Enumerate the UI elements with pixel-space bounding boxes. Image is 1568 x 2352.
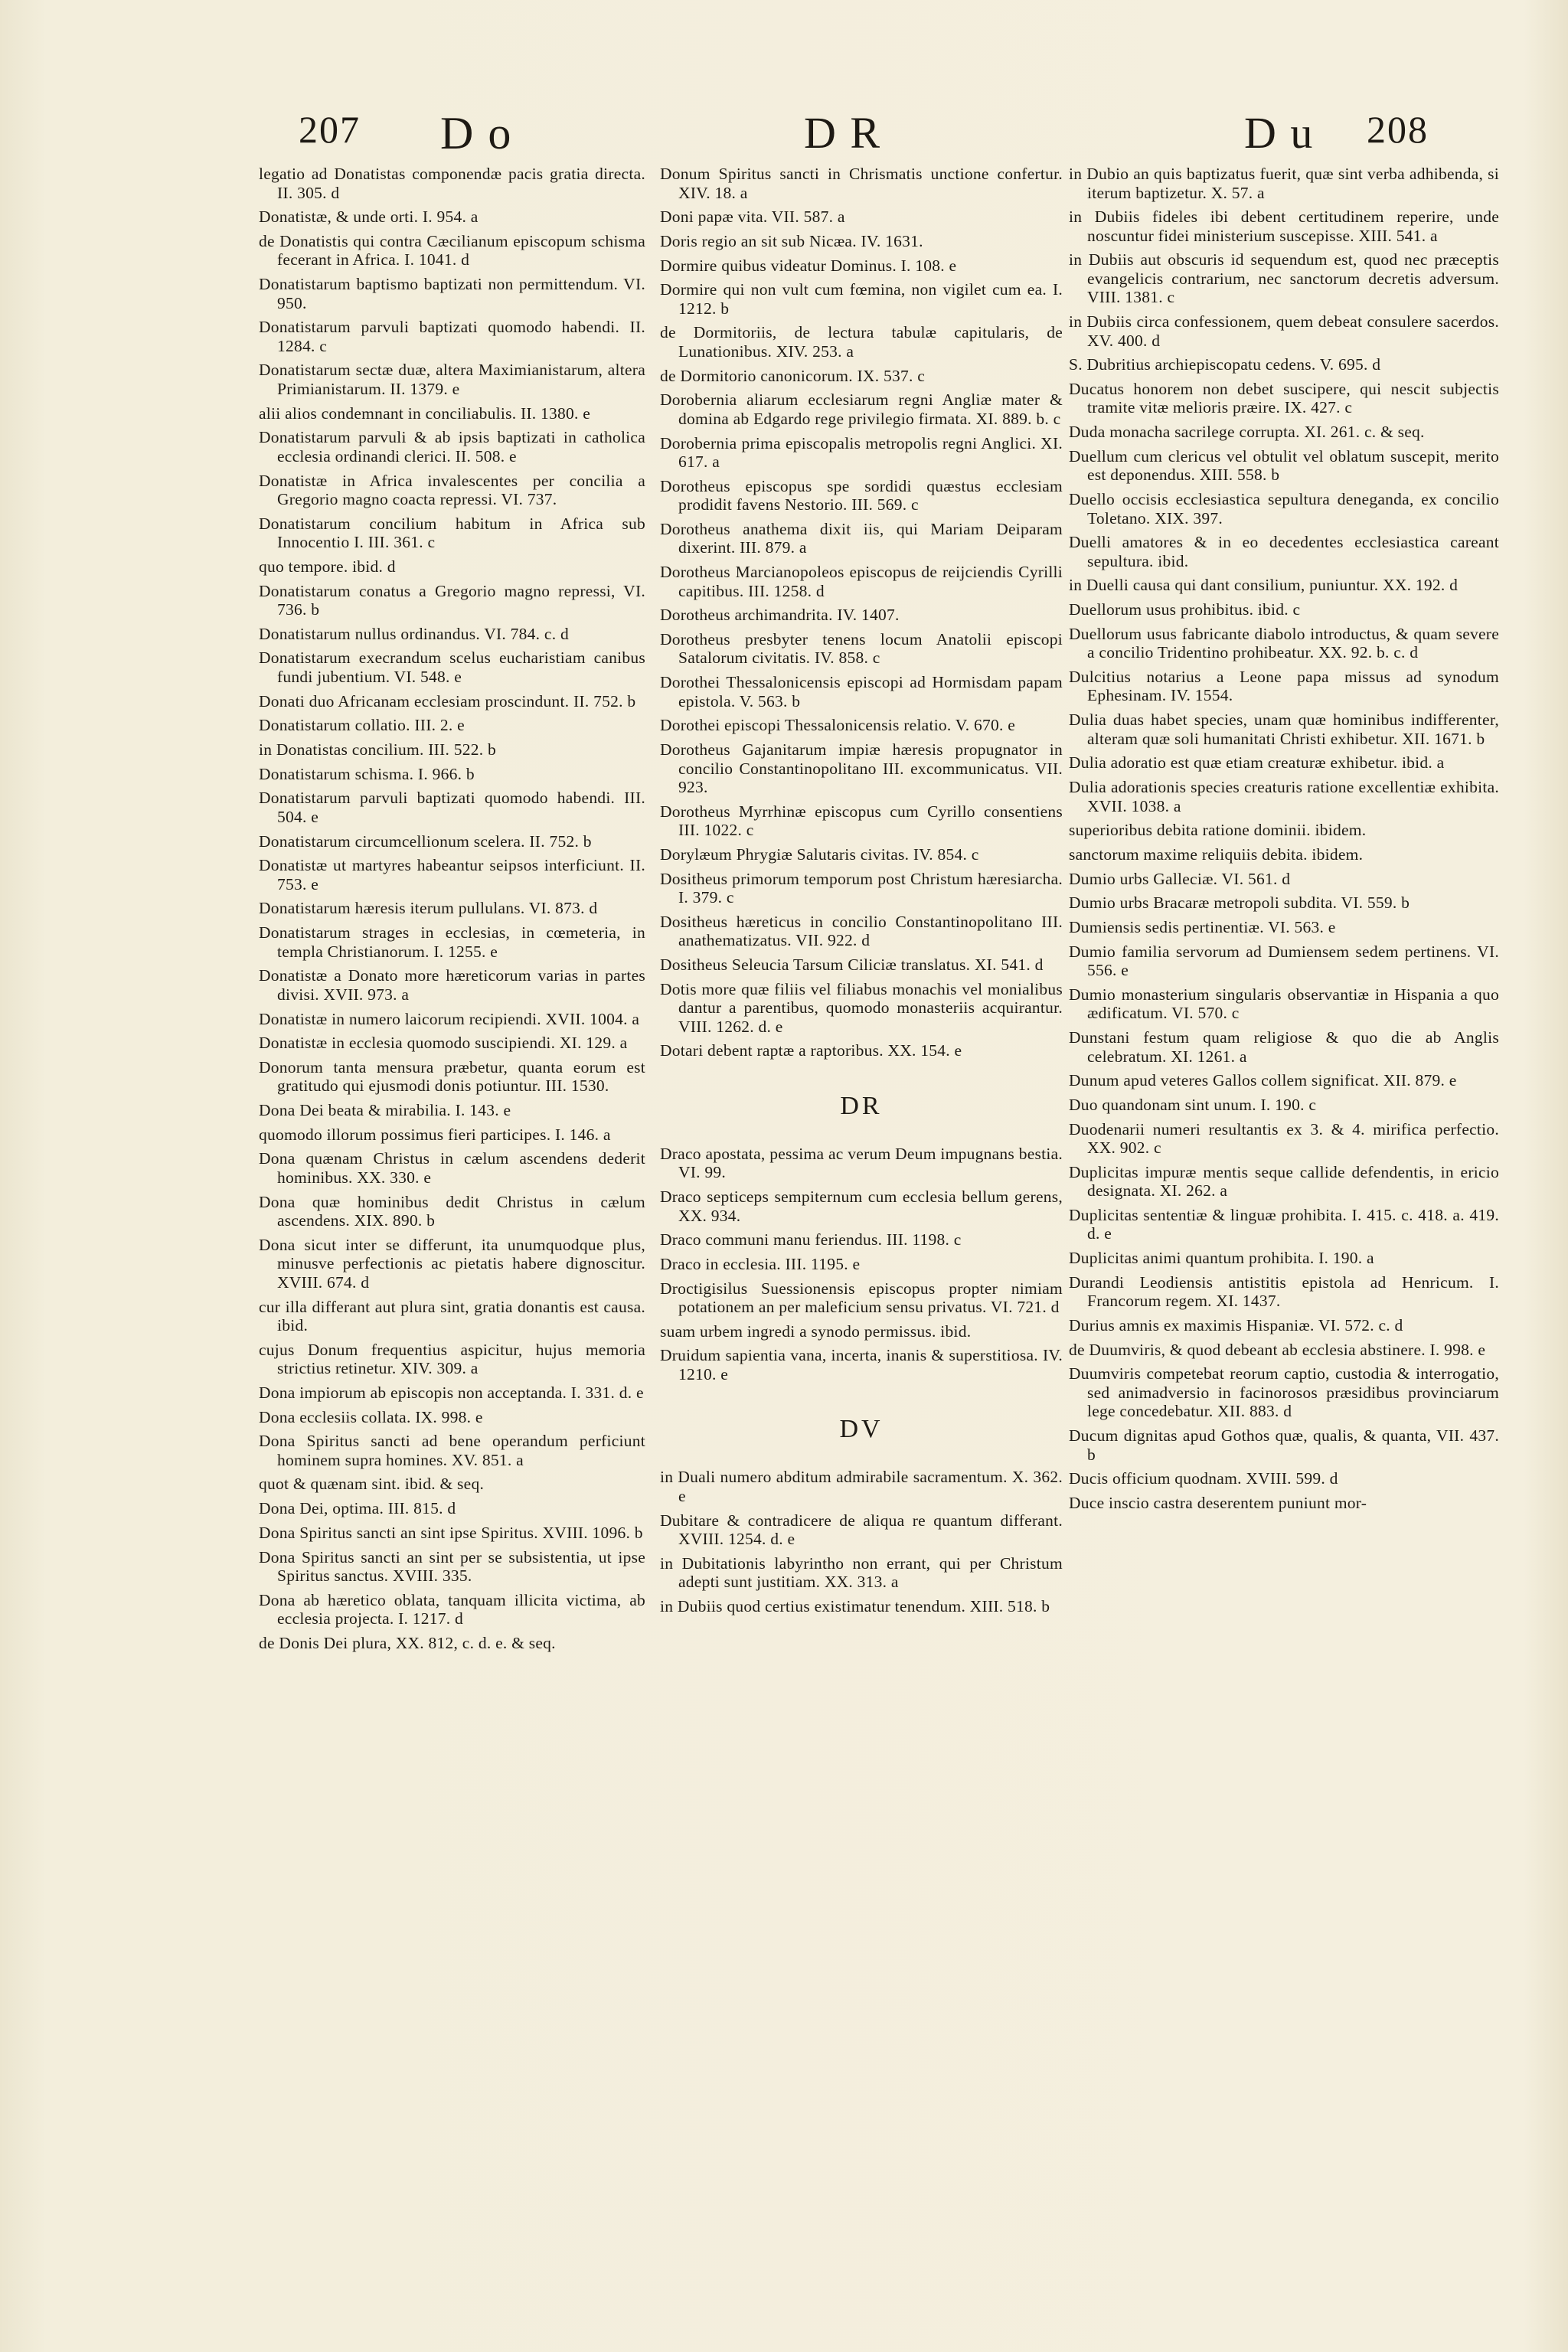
index-entry: Dona Dei, optima. III. 815. d [259, 1499, 456, 1518]
index-entry: Durandi Leodiensis antistitis epistola ad Henricum. I. Francorum regem. XI. 1437. [1069, 1272, 1499, 1311]
index-entry: Dona ecclesiis collata. IX. 998. e [259, 1407, 483, 1426]
index-entry: Dorobernia aliarum ecclesiarum regni Angliæ mater & domina ab Edgardo rege privilegio firmata. XI. 889. b. c [660, 390, 1063, 428]
index-entry: Dona ab hæretico oblata, tanquam illicita victima, ab ecclesia projecta. I. 1217. d [259, 1590, 645, 1628]
index-entry: Dunstani festum quam religiose & quo die ab Anglis celebratum. XI. 1261. a [1069, 1028, 1499, 1066]
index-entry: Dunum apud veteres Gallos collem significat. XII. 879. e [1069, 1071, 1457, 1090]
index-entry: Donatistæ in ecclesia quomodo suscipiendi. XI. 129. a [259, 1034, 628, 1053]
index-entry: Donatistæ ut martyres habeantur seipsos interficiunt. II. 753. e [259, 856, 645, 893]
index-entry: Donatistarum conatus a Gregorio magno repressi, VI. 736. b [259, 581, 645, 619]
section-heading: DR [840, 1091, 883, 1120]
index-entry: Doris regio an sit sub Nicæa. IV. 1631. [660, 231, 923, 250]
running-head-left: D o [440, 108, 513, 158]
index-entry: Dumio urbs Galleciæ. VI. 561. d [1069, 869, 1291, 888]
index-entry: Dubitare & contradicere de aliqua re quantum differant. XVIII. 1254. d. e [660, 1511, 1063, 1549]
index-entry: Druidum sapientia vana, incerta, inanis & superstitiosa. IV. 1210. e [660, 1346, 1063, 1383]
index-entry: Dona Spiritus sancti an sint per se subsistentia, ut ipse Spiritus sanctus. XVIII. 335. [259, 1547, 645, 1585]
index-entry: Draco apostata, pessima ac verum Deum impugnans bestia. VI. 99. [660, 1144, 1063, 1182]
index-entry: Duellum cum clericus vel obtulit vel oblatum suscepit, merito est deponendus. XIII. 558. b [1069, 446, 1499, 485]
index-entry: Dorylæum Phrygiæ Salutaris civitas. IV. 854. c [660, 844, 979, 864]
index-entry: cur illa differant aut plura sint, gratia donantis est causa. ibid. [259, 1297, 645, 1334]
index-entry: Duplicitas sententiæ & linguæ prohibita. I. 415. c. 418. a. 419. d. e [1069, 1205, 1499, 1243]
index-entry: in Dubiis circa confessionem, quem debeat consulere sacerdos. XV. 400. d [1069, 312, 1499, 350]
index-entry: Dorotheus Myrrhinæ episcopus cum Cyrillo consentiens III. 1022. c [660, 802, 1063, 840]
index-entry: Dona Dei beata & mirabilia. I. 143. e [259, 1101, 511, 1120]
index-entry: Donatistæ a Donato more hæreticorum varias in partes divisi. XVII. 973. a [259, 966, 645, 1004]
index-entry: Ducum dignitas apud Gothos quæ, qualis, & quanta, VII. 437. b [1069, 1426, 1499, 1464]
index-entry: quomodo illorum possimus fieri participes. I. 146. a [259, 1125, 611, 1144]
index-entry: Donatistæ in numero laicorum recipiendi. XVII. 1004. a [259, 1009, 640, 1028]
index-entry: Donum Spiritus sancti in Chrismatis unctione confertur. XIV. 18. a [660, 165, 1063, 202]
index-entry: Dorobernia prima episcopalis metropolis regni Anglici. XI. 617. a [660, 433, 1063, 471]
index-entry: in Dubiis fideles ibi debent certitudinem reperire, unde noscuntur fidei ministerium suscepisse. XIII. 541. a [1069, 207, 1499, 245]
index-entry: Dorotheus episcopus spe sordidi quæstus ecclesiam prodidit favens Nestorio. III. 569. c [660, 476, 1063, 514]
index-entry: Donatistarum execrandum scelus eucharistiam canibus fundi jubentium. VI. 548. e [259, 648, 645, 686]
index-entry: Donatistarum parvuli baptizati quomodo habendi. III. 504. e [259, 789, 645, 826]
index-column-2 [660, 165, 1063, 1622]
index-entry: Dona quænam Christus in cælum ascendens dederit hominibus. XX. 330. e [259, 1149, 645, 1187]
index-entry: Duo quandonam sint unum. I. 190. c [1069, 1095, 1317, 1114]
index-entry: Dona impiorum ab episcopis non acceptanda. I. 331. d. e [259, 1383, 644, 1402]
index-entry: Donatistarum strages in ecclesias, in cœmeteria, in templa Christianorum. I. 1255. e [259, 923, 645, 961]
index-entry: Dorotheus anathema dixit iis, qui Mariam Deiparam dixerint. III. 879. a [660, 519, 1063, 557]
index-entry: Dumiensis sedis pertinentiæ. VI. 563. e [1069, 917, 1336, 936]
index-entry: Donatistarum parvuli & ab ipsis baptizati in catholica ecclesia ordinandi clerici. II. 508. e [259, 428, 645, 466]
index-entry: de Dormitorio canonicorum. IX. 537. c [660, 366, 925, 385]
index-entry: Donatistarum parvuli baptizati quomodo habendi. II. 1284. c [259, 318, 645, 355]
index-entry: in Dubitationis labyrintho non errant, qui per Christum adepti sunt justitiam. XX. 313. a [660, 1553, 1063, 1592]
index-entry: Droctigisilus Suessionensis episcopus propter nimiam potationem an per maleficium sensu privatus. VI. 721. d [660, 1279, 1063, 1317]
index-entry: Dulcitius notarius a Leone papa missus ad synodum Ephesinam. IV. 1554. [1069, 667, 1499, 705]
index-entry: Dormire quibus videatur Dominus. I. 108. e [660, 256, 957, 275]
index-entry: Donatistarum schisma. I. 966. b [259, 764, 475, 783]
running-head-right: D u [1244, 108, 1315, 158]
index-entry: Donatistarum baptismo baptizati non permittendum. VI. 950. [259, 275, 645, 312]
index-column-3 [1069, 165, 1499, 1518]
index-entry: Duce inscio castra deserentem puniunt mor- [1069, 1493, 1367, 1512]
index-entry: Draco in ecclesia. III. 1195. e [660, 1254, 861, 1273]
index-entry: Ducis officium quodnam. XVIII. 599. d [1069, 1469, 1338, 1488]
index-entry: Dulia duas habet species, unam quæ hominibus indifferenter, alteram quæ soli humanitati Christi exhibetur. XII. 1671. b [1069, 710, 1499, 748]
index-entry: cujus Donum frequentius aspicitur, hujus memoria strictius retinetur. XIV. 309. a [259, 1340, 645, 1378]
index-entry: Dositheus hæreticus in concilio Constantinopolitano III. anathematizatus. VII. 922. d [660, 912, 1063, 950]
index-entry: in Dubiis aut obscuris id sequendum est, quod nec præceptis evangelicis contrarium, nec sanctorum decretis adversum. VIII. 1381. c [1069, 250, 1499, 307]
index-entry: Dorothei Thessalonicensis episcopi ad Hormisdam papam epistola. V. 563. b [660, 673, 1063, 710]
index-column-1 [259, 165, 645, 1658]
index-entry: in Donatistas concilium. III. 522. b [259, 740, 496, 759]
index-entry: in Duelli causa qui dant consilium, puniuntur. XX. 192. d [1069, 576, 1459, 595]
index-entry: Dona quæ hominibus dedit Christus in cælum ascendens. XIX. 890. b [259, 1192, 645, 1230]
index-entry: Donatistarum collatio. III. 2. e [259, 716, 465, 735]
index-entry: in Dubio an quis baptizatus fuerit, quæ sint verba adhibenda, si iterum baptizetur. X. 57. a [1069, 165, 1499, 202]
index-entry: Dumio urbs Bracaræ metropoli subdita. VI. 559. b [1069, 893, 1410, 913]
index-entry: Dumio monasterium singularis observantiæ in Hispania a quo ædificatum. VI. 570. c [1069, 985, 1499, 1023]
index-entry: Dona Spiritus sancti an sint ipse Spiritus. XVIII. 1096. b [259, 1523, 643, 1542]
index-entry: legatio ad Donatistas componendæ pacis gratia directa. II. 305. d [259, 165, 645, 202]
index-entry: Duumviris competebat reorum captio, custodia & interrogatio, sed animadversio in facinorosos præsidibus provinciarum lege concedebatur. XII. 883. d [1069, 1364, 1499, 1421]
index-entry: Dositheus Seleucia Tarsum Ciliciæ translatus. XI. 541. d [660, 955, 1044, 974]
index-entry: Duello occisis ecclesiastica sepultura deneganda, ex concilio Toletano. XIX. 397. [1069, 490, 1499, 528]
index-entry: Dona Spiritus sancti ad bene operandum perficiunt hominem supra homines. XV. 851. a [259, 1432, 645, 1469]
page-number-left: 207 [299, 108, 361, 151]
index-entry: Dorotheus Gajanitarum impiæ hæresis propugnator in concilio Constantinopolitano III. excommunicatus. VII. 923. [660, 740, 1063, 796]
index-entry: alii alios condemnant in conciliabulis. II. 1380. e [259, 403, 591, 423]
index-entry: Draco septiceps sempiternum cum ecclesia bellum gerens, XX. 934. [660, 1187, 1063, 1225]
index-entry: Dulia adorationis species creaturis ratione excellentiæ exhibita. XVII. 1038. a [1069, 778, 1499, 815]
index-entry: Duplicitas animi quantum prohibita. I. 190. a [1069, 1249, 1374, 1268]
index-entry: Donatistæ, & unde orti. I. 954. a [259, 207, 479, 227]
index-entry: de Dormitoriis, de lectura tabulæ capitularis, de Lunationibus. XIV. 253. a [660, 323, 1063, 361]
index-entry: Dorotheus presbyter tenens locum Anatolii episcopi Satalorum civitatis. IV. 858. c [660, 629, 1063, 668]
index-entry: suam urbem ingredi a synodo permissus. ibid. [660, 1321, 972, 1341]
index-entry: Donatistarum sectæ duæ, altera Maximianistarum, altera Primianistarum. II. 1379. e [259, 361, 645, 398]
index-entry: Duellorum usus fabricante diabolo introductus, & quam severe a concilio Tridentino prohibeatur. XX. 92. b. c. d [1069, 624, 1499, 662]
index-entry: de Duumviris, & quod debeant ab ecclesia abstinere. I. 998. e [1069, 1340, 1486, 1359]
index-entry: Dorotheus Marcianopoleos episcopus de reijciendis Cyrilli capitibus. III. 1258. d [660, 563, 1063, 600]
index-entry: Duplicitas impuræ mentis seque callide defendentis, in ericio designata. XI. 262. a [1069, 1162, 1499, 1200]
index-entry: Ducatus honorem non debet suscipere, qui nescit subjectis tramite vitæ melioris præire. IX. 427. c [1069, 379, 1499, 417]
running-head-center: D R [804, 108, 882, 158]
index-entry: Duodenarii numeri resultantis ex 3. & 4. mirifica perfectio. XX. 902. c [1069, 1119, 1499, 1158]
index-entry: Dulia adoratio est quæ etiam creaturæ exhibetur. ibid. a [1069, 753, 1445, 773]
index-entry: Dorothei episcopi Thessalonicensis relatio. V. 670. e [660, 716, 1016, 735]
index-entry: Dormire qui non vult cum fœmina, non vigilet cum ea. I. 1212. b [660, 280, 1063, 318]
section-heading: DV [839, 1415, 884, 1444]
index-entry: de Donis Dei plura, XX. 812, c. d. e. & seq. [259, 1633, 556, 1652]
index-entry: Doni papæ vita. VII. 587. a [660, 207, 845, 227]
index-entry: Dumio familia servorum ad Dumiensem sedem pertinens. VI. 556. e [1069, 942, 1499, 980]
index-entry: superioribus debita ratione dominii. ibidem. [1069, 821, 1367, 840]
index-entry: Donatistæ in Africa invalescentes per concilia a Gregorio magno coacta repressi. VI. 737. [259, 471, 645, 508]
index-entry: Donati duo Africanam ecclesiam proscindunt. II. 752. b [259, 691, 636, 710]
index-entry: Donatistarum circumcellionum scelera. II. 752. b [259, 831, 592, 851]
index-entry: Dotis more quæ filiis vel filiabus monachis vel monialibus dantur a parentibus, quomodo monasteriis acquirantur. VIII. 1262. d. e [660, 979, 1063, 1036]
index-entry: S. Dubritius archiepiscopatu cedens. V. 695. d [1069, 355, 1381, 374]
index-entry: Duellorum usus prohibitus. ibid. c [1069, 600, 1301, 619]
index-entry: Dorotheus archimandrita. IV. 1407. [660, 606, 900, 625]
index-entry: Dositheus primorum temporum post Christum hæresiarcha. I. 379. c [660, 869, 1063, 907]
index-entry: quot & quænam sint. ibid. & seq. [259, 1475, 485, 1494]
index-entry: Duelli amatores & in eo decedentes ecclesiastica careant sepultura. ibid. [1069, 533, 1499, 570]
index-entry: Donatistarum nullus ordinandus. VI. 784. c. d [259, 624, 569, 643]
index-entry: Draco communi manu feriendus. III. 1198. c [660, 1230, 962, 1250]
index-entry: in Dubiis quod certius existimatur tenendum. XIII. 518. b [660, 1597, 1050, 1615]
index-entry: sanctorum maxime reliquiis debita. ibidem. [1069, 844, 1364, 864]
index-entry: Dona sicut inter se differunt, ita unumquodque plus, minusve perfectionis ac pietatis habere dignoscitur. XVIII. 674. d [259, 1235, 645, 1292]
index-entry: Donatistarum hæresis iterum pullulans. VI. 873. d [259, 899, 598, 918]
page-number-right: 208 [1367, 108, 1429, 151]
index-entry: Dotari debent raptæ a raptoribus. XX. 154. e [660, 1041, 962, 1060]
index-entry: de Donatistis qui contra Cæcilianum episcopum schisma fecerant in Africa. I. 1041. d [259, 231, 645, 270]
index-entry: Donatistarum concilium habitum in Africa sub Innocentio I. III. 361. c [259, 514, 645, 552]
index-entry: Donorum tanta mensura præbetur, quanta eorum est gratitudo qui ejusmodi donis potiuntur. III. 1530. [259, 1057, 645, 1096]
index-entry: Duda monacha sacrilege corrupta. XI. 261. c. & seq. [1069, 423, 1425, 442]
index-entry: Durius amnis ex maximis Hispaniæ. VI. 572. c. d [1069, 1316, 1403, 1334]
index-entry: quo tempore. ibid. d [259, 557, 396, 576]
index-entry: in Duali numero abditum admirabile sacramentum. X. 362. e [660, 1468, 1063, 1505]
